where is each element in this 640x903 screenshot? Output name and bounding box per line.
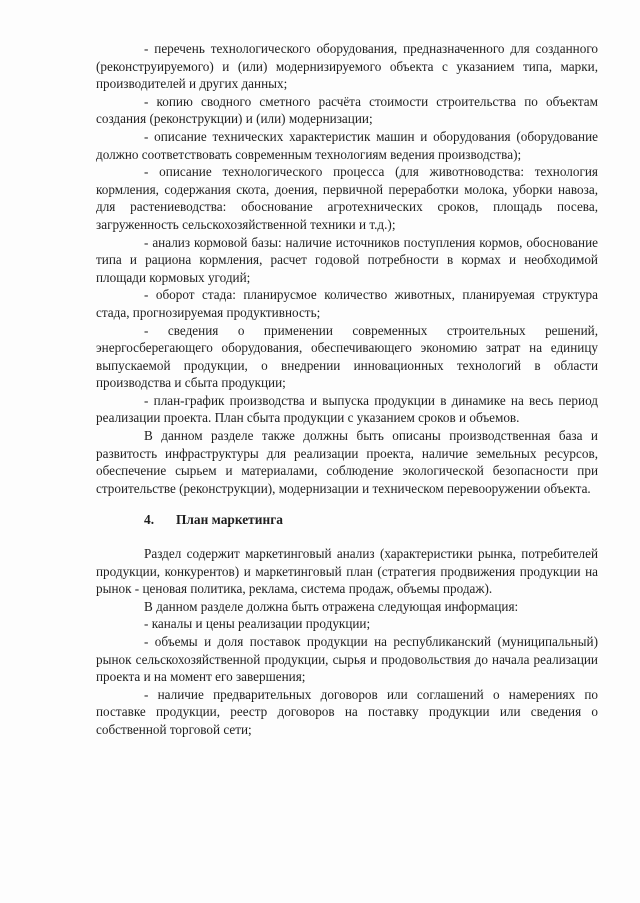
paragraph: В данном разделе должна быть отражена следующая информация:	[144, 598, 519, 614]
section-title: План маркетинга	[176, 512, 283, 528]
section-number: 4.	[144, 512, 155, 528]
paragraph: - объемы и доля поставок продукции на республиканский (муниципальный) рынок сельскохозяйственной продукции, сырья и продовольствия до начала реализации проекта и на момент его завершения;	[96, 634, 598, 685]
paragraph: - описание технических характеристик машин и оборудования (оборудование должно соответствовать современным технологиям ведения производства);	[96, 128, 598, 162]
paragraph: - каналы и цены реализации продукции;	[144, 616, 371, 632]
paragraph: В данном разделе также должны быть описаны производственная база и развитость инфраструктуры для реализации проекта, наличие земельных ресурсов, обеспечение сырьем и материалами, соблюдение экологической безопасности при строительстве (реконструкции), модернизации и техническом перевооружении объекта.	[96, 428, 598, 496]
section-heading	[96, 511, 598, 529]
paragraph: - описание технологического процесса (для животноводства: технология кормления, содержания скота, доения, первичной переработки молока, уборки навоза, для растениеводства: обоснование агротехнических сроков, площадь посева, загруженность сельскохозяйственной техники и т.д.);	[96, 164, 598, 232]
paragraph: - анализ кормовой базы: наличие источников поступления кормов, обоснование типа и рациона кормления, расчет годовой потребности в кормах и необходимой площади кормовых угодий;	[96, 234, 598, 285]
paragraph: - наличие предварительных договоров или соглашений о намерениях по поставке продукции, реестр договоров на поставку продукции или сведения о собственной торговой сети;	[96, 686, 598, 737]
paragraph: - план-график производства и выпуска продукции в динамике на весь период реализации проекта. План сбыта продукции с указанием сроков и объемов.	[96, 392, 598, 426]
paragraph: - сведения о применении современных строительных решений, энергосберегающего оборудования, обеспечивающего экономию затрат на единицу выпускаемой продукции, о внедрении инновационных технологий в области производства и сбыта продукции;	[96, 322, 598, 391]
paragraph: - копию сводного сметного расчёта стоимости строительства по объектам создания (реконструкции) и (или) модернизации;	[96, 93, 598, 127]
document-body	[96, 40, 598, 739]
paragraph: - перечень технологического оборудования, предназначенного для созданного (реконструируемого) и (или) модернизируемого объекта с указанием типа, марки, производителей и других данных;	[96, 41, 598, 92]
paragraph: Раздел содержит маркетинговый анализ (характеристики рынка, потребителей продукции, конкурентов) и маркетинговый план (стратегия продвижения продукции на рынок - ценовая политика, реклама, система продаж, объемы продаж).	[96, 546, 598, 597]
paragraph: - оборот стада: планирусмое количество животных, планируемая структура стада, прогнозируемая продуктивность;	[96, 287, 598, 320]
